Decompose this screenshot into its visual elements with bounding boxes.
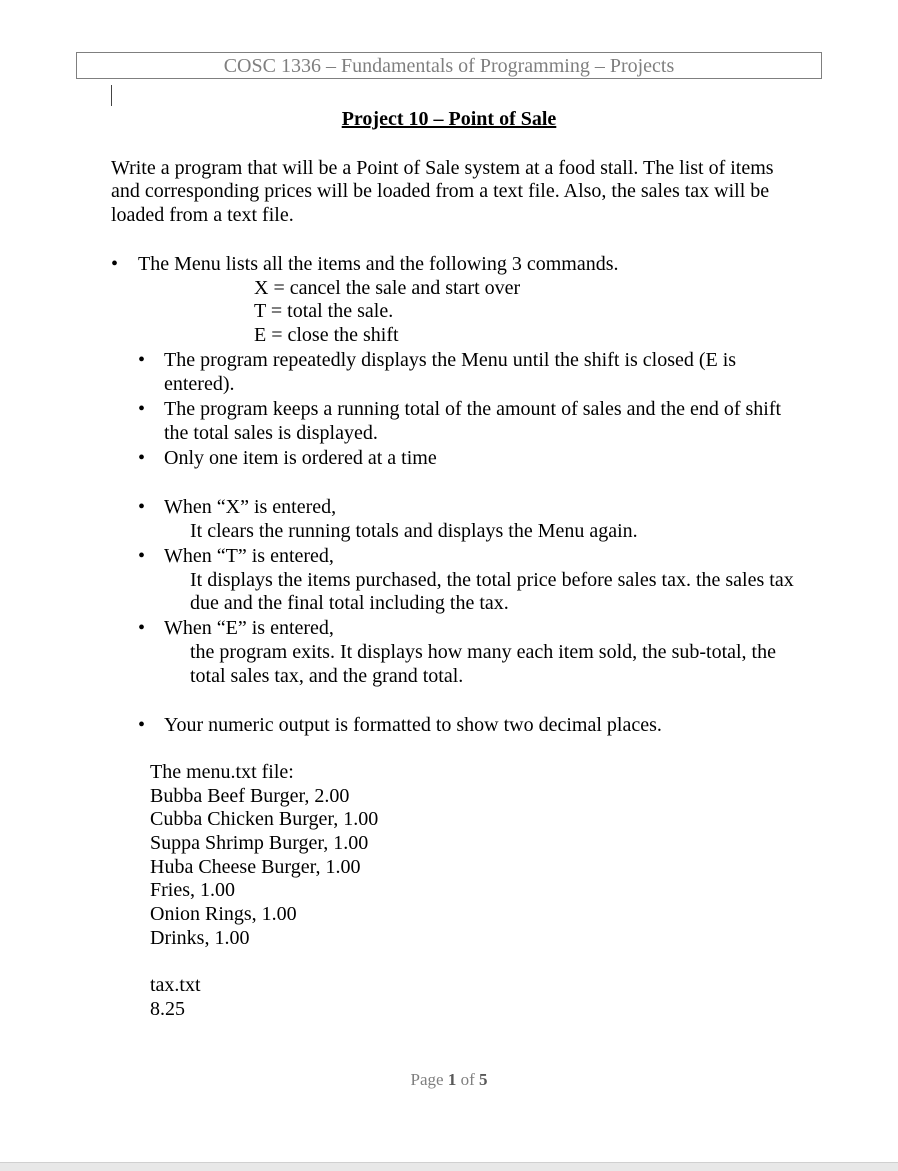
menu-item: Fries, 1.00 — [150, 879, 235, 901]
t-body-line-1: It displays the items purchased, the total price before sales tax. the sales tax — [190, 569, 794, 591]
repeat-line-1: The program repeatedly displays the Menu until the shift is closed (E is — [164, 349, 737, 371]
t-body-line-2: due and the final total including the tax. — [190, 592, 509, 614]
text-cursor — [111, 85, 112, 106]
x-body: It clears the running totals and displays the Menu again. — [190, 520, 638, 542]
menu-item: Onion Rings, 1.00 — [150, 903, 297, 925]
current-page: 1 — [447, 1070, 457, 1089]
menu-item: Bubba Beef Burger, 2.00 — [150, 785, 350, 807]
running-total-line-2: the total sales is displayed. — [164, 422, 378, 444]
menu-item: Huba Cheese Burger, 1.00 — [150, 856, 361, 878]
menu-bullet-text: The Menu lists all the items and the following 3 commands. — [138, 253, 619, 275]
intro-line-3: loaded from a text file. — [111, 204, 294, 226]
command-x: X = cancel the sale and start over — [254, 277, 521, 299]
menu-item: Suppa Shrimp Burger, 1.00 — [150, 832, 369, 854]
bullet-icon: • — [138, 714, 146, 736]
bullet-icon: • — [138, 545, 146, 567]
intro-line-2: and corresponding prices will be loaded from a text file. Also, the sales tax will be — [111, 180, 770, 202]
t-heading: When “T” is entered, — [164, 545, 334, 567]
bullet-icon: • — [111, 253, 119, 275]
page-word: Page — [410, 1070, 444, 1089]
menu-item: Cubba Chicken Burger, 1.00 — [150, 808, 379, 830]
bullet-icon: • — [138, 398, 146, 420]
numeric-line: Your numeric output is formatted to show two decimal places. — [164, 714, 662, 736]
one-item-line: Only one item is ordered at a time — [164, 447, 437, 469]
intro-line-1: Write a program that will be a Point of Sale system at a food stall. The list of items — [111, 157, 774, 179]
tax-file-label: tax.txt — [150, 974, 201, 996]
of-word: of — [460, 1070, 475, 1089]
command-t: T = total the sale. — [254, 300, 394, 322]
x-heading: When “X” is entered, — [164, 496, 337, 518]
bullet-icon: • — [138, 496, 146, 518]
tax-file-value: 8.25 — [150, 998, 185, 1020]
command-e: E = close the shift — [254, 324, 399, 346]
total-pages: 5 — [478, 1070, 488, 1089]
e-body-line-2: total sales tax, and the grand total. — [190, 665, 464, 687]
page-title: Project 10 – Point of Sale — [341, 108, 557, 130]
running-total-line-1: The program keeps a running total of the amount of sales and the end of shift — [164, 398, 782, 420]
e-body-line-1: the program exits. It displays how many each item sold, the sub-total, the — [190, 641, 776, 663]
bullet-icon: • — [138, 447, 146, 469]
e-heading: When “E” is entered, — [164, 617, 334, 639]
page-header: COSC 1336 – Fundamentals of Programming – Projects — [76, 52, 822, 79]
menu-item: Drinks, 1.00 — [150, 927, 250, 949]
repeat-line-2: entered). — [164, 373, 235, 395]
menu-file-label: The menu.txt file: — [150, 761, 294, 783]
page-number — [0, 1070, 898, 1090]
bullet-icon: • — [138, 349, 146, 371]
bullet-icon: • — [138, 617, 146, 639]
